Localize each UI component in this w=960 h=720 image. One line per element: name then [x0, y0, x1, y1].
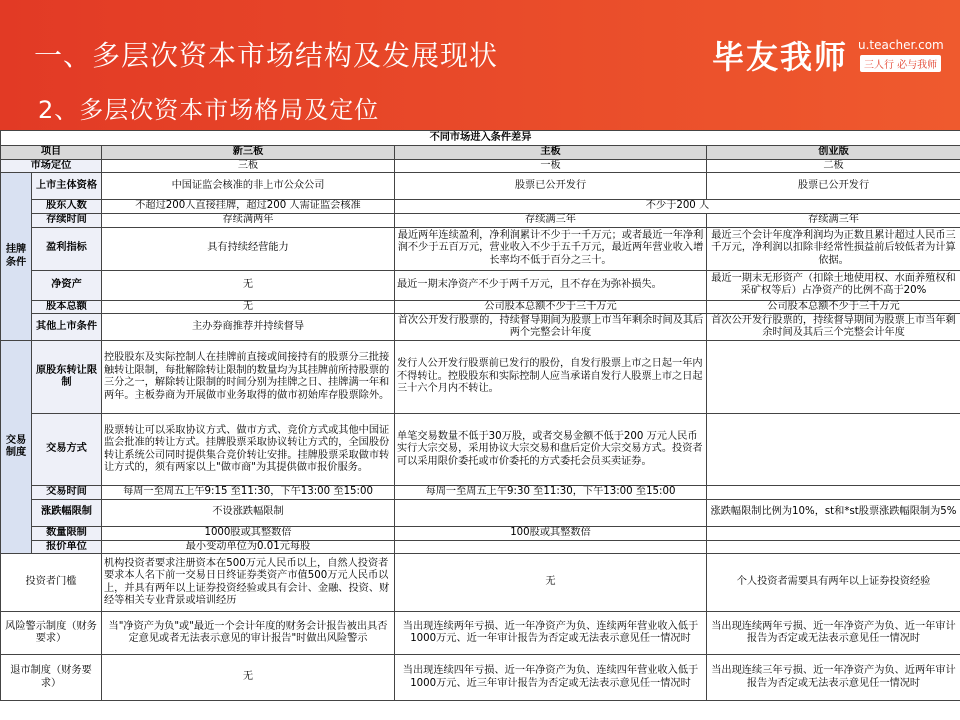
row-label: 原股东转让限制 [32, 341, 102, 414]
cell-cyb: 个人投资者需要具有两年以上证券投资经验 [707, 554, 960, 612]
cell-main: 发行人公开发行股票前已发行的股份，自发行股票上市之日起一年内不得转让。控股股东和实际控制人应当承诺自发行人股票上市之日起三十六个月内不转让。 [395, 341, 707, 414]
brand-logo: 毕友我师 [712, 38, 849, 76]
row-label: 净资产 [32, 270, 102, 300]
cell-cyb: 公司股本总额不少于三千万元 [707, 300, 960, 314]
slide-header [0, 0, 960, 130]
cell-xsb: 具有持续经营能力 [102, 227, 395, 270]
group-label-trading: 交易制度 [1, 341, 32, 554]
table-row [1, 554, 960, 612]
cell-xsb: 机构投资者要求注册资本在500万元人民币以上，自然人投资者要求本人名下前一交易日日终证券类资产市值500万元人民币以上，并具有两年以上证券投资经验或具有会计、金融、投资、财经等相关专业背景或培训经历 [102, 554, 395, 612]
table-row [1, 414, 960, 486]
table-row [1, 200, 960, 214]
cell-cyb: 存续满三年 [707, 214, 960, 228]
col-header-main: 主板 [395, 146, 707, 160]
table-header-row [1, 146, 960, 160]
comparison-table [0, 130, 960, 701]
row-label: 报价单位 [32, 540, 102, 554]
cell-main: 100股或其整数倍 [395, 526, 707, 540]
row-label: 风险警示制度（财务要求） [1, 612, 102, 655]
table-row [1, 227, 960, 270]
row-label: 股本总额 [32, 300, 102, 314]
row-label: 盈利指标 [32, 227, 102, 270]
cell-cyb [707, 486, 960, 500]
cell-cyb [707, 540, 960, 554]
row-label: 存续时间 [32, 214, 102, 228]
cell-xsb: 最小变动单位为0.01元每股 [102, 540, 395, 554]
table-row [1, 499, 960, 526]
cell-main: 一板 [395, 159, 707, 173]
cell-cyb [707, 526, 960, 540]
cell-main: 无 [395, 554, 707, 612]
table-title: 不同市场进入条件差异 [1, 131, 960, 146]
cell-main: 存续满三年 [395, 214, 707, 228]
cell-cyb: 涨跌幅限制比例为10%，st和*st股票涨跌幅限制为5% [707, 499, 960, 526]
cell-cyb: 最近三个会计年度净利润均为正数且累计超过人民币三千万元，净利润以扣除非经常性损益前后较低者为计算依据。 [707, 227, 960, 270]
table-row [1, 300, 960, 314]
row-label: 交易方式 [32, 414, 102, 486]
table-row [1, 540, 960, 554]
cell-main: 最近两年连续盈利，净利润累计不少于一千万元；或者最近一年净利润不少于五百万元，营业收入不少于五千万元，最近两年营业收入增长率均不低于百分之三十。 [395, 227, 707, 270]
cell-xsb: 股票转让可以采取协议方式、做市方式、竞价方式或其他中国证监会批准的转让方式。挂牌股票采取协议转让方式的，全国股份转让系统公司同时提供集合竞价转让安排。挂牌股票采取做市转让方式的，须有两家以上"做市商"为其提供做市报价服务。 [102, 414, 395, 486]
cell-xsb: 中国证监会核准的非上市公众公司 [102, 173, 395, 200]
cell-xsb: 不超过200人直接挂牌，超过200 人需证监会核准 [102, 200, 395, 214]
cell-cyb [707, 341, 960, 414]
slide-subtitle: 2、多层次资本市场格局及定位 [38, 96, 380, 124]
brand-slogan: 三人行 必与我师 [860, 55, 941, 72]
brand-url: u.teacher.com [858, 38, 944, 52]
row-label: 股东人数 [32, 200, 102, 214]
cell-xsb: 当"净资产为负"或"最近一个会计年度的财务会计报告被出具否定意见或者无法表示意见的审计报告"时做出风险警示 [102, 612, 395, 655]
cell-main: 公司股本总额不少于三千万元 [395, 300, 707, 314]
cell-xsb: 不设涨跌幅限制 [102, 499, 395, 526]
table-row [1, 173, 960, 200]
row-label: 上市主体资格 [32, 173, 102, 200]
col-header-xsb: 新三板 [102, 146, 395, 160]
cell-main: 单笔交易数量不低于30万股，或者交易金额不低于200 万元人民币实行大宗交易，采用协议大宗交易和盘后定价大宗交易方式。投资者可以采用限价委托或市价委托的方式委托会员买卖证券。 [395, 414, 707, 486]
cell-xsb: 控股股东及实际控制人在挂牌前直接或间接持有的股票分三批接触转让限制，每批解除转让限制的数量均为其挂牌前所持股票的三分之一，解除转让限制的时间分别为挂牌之日、挂牌满一年和两年。主板券商为开展做市业务取得的做市初始库存股票除外。 [102, 341, 395, 414]
cell-cyb: 二板 [707, 159, 960, 173]
col-header-item: 项目 [1, 146, 102, 160]
row-label: 交易时间 [32, 486, 102, 500]
cell-cyb: 当出现连续三年亏损、近一年净资产为负、近两年审计报告为否定或无法表示意见任一情况时 [707, 655, 960, 701]
cell-xsb: 无 [102, 655, 395, 701]
col-header-cyb: 创业版 [707, 146, 960, 160]
cell-main: 首次公开发行股票的，持续督导期间为股票上市当年剩余时间及其后两个完整会计年度 [395, 314, 707, 341]
cell-cyb [707, 414, 960, 486]
table-row [1, 314, 960, 341]
table-row [1, 612, 960, 655]
row-label: 涨跌幅限制 [32, 499, 102, 526]
cell-xsb: 每周一至周五上午9:15 至11:30，下午13:00 至15:00 [102, 486, 395, 500]
row-label: 退市制度（财务要求） [1, 655, 102, 701]
cell-main [395, 540, 707, 554]
cell-xsb: 存续满两年 [102, 214, 395, 228]
cell-main: 每周一至周五上午9:30 至11:30，下午13:00 至15:00 [395, 486, 707, 500]
cell-merged: 不少于200 人 [395, 200, 960, 214]
table-row [1, 270, 960, 300]
cell-xsb: 三板 [102, 159, 395, 173]
cell-main [395, 499, 707, 526]
cell-cyb: 最近一期末无形资产（扣除土地使用权、水面养殖权和采矿权等后）占净资产的比例不高于20% [707, 270, 960, 300]
cell-xsb: 1000股或其整数倍 [102, 526, 395, 540]
table-row [1, 214, 960, 228]
cell-cyb: 首次公开发行股票的，持续督导期间为股票上市当年剩余时间及其后三个完整会计年度 [707, 314, 960, 341]
table-row [1, 486, 960, 500]
cell-xsb: 主办券商推荐并持续督导 [102, 314, 395, 341]
cell-main: 股票已公开发行 [395, 173, 707, 200]
group-label-listing: 挂牌条件 [1, 173, 32, 341]
cell-main: 当出现连续四年亏损、近一年净资产为负、连续四年营业收入低于1000万元、近三年审计报告为否定或无法表示意见任一情况时 [395, 655, 707, 701]
table-row [1, 526, 960, 540]
cell-xsb: 无 [102, 270, 395, 300]
row-label: 投资者门槛 [1, 554, 102, 612]
cell-cyb: 股票已公开发行 [707, 173, 960, 200]
cell-cyb: 当出现连续两年亏损、近一年净资产为负、近一年审计报告为否定或无法表示意见任一情况时 [707, 612, 960, 655]
slide-title: 一、多层次资本市场结构及发展现状 [34, 39, 499, 72]
cell-xsb: 无 [102, 300, 395, 314]
table-row [1, 341, 960, 414]
table-row [1, 159, 960, 173]
cell-main: 当出现连续两年亏损、近一年净资产为负、连续两年营业收入低于1000万元、近一年审计报告为否定或无法表示意见任一情况时 [395, 612, 707, 655]
row-label: 市场定位 [1, 159, 102, 173]
cell-main: 最近一期末净资产不少于两千万元，且不存在为弥补损失。 [395, 270, 707, 300]
table-row [1, 655, 960, 701]
comparison-table-wrap [0, 130, 960, 720]
row-label: 其他上市条件 [32, 314, 102, 341]
row-label: 数量限制 [32, 526, 102, 540]
